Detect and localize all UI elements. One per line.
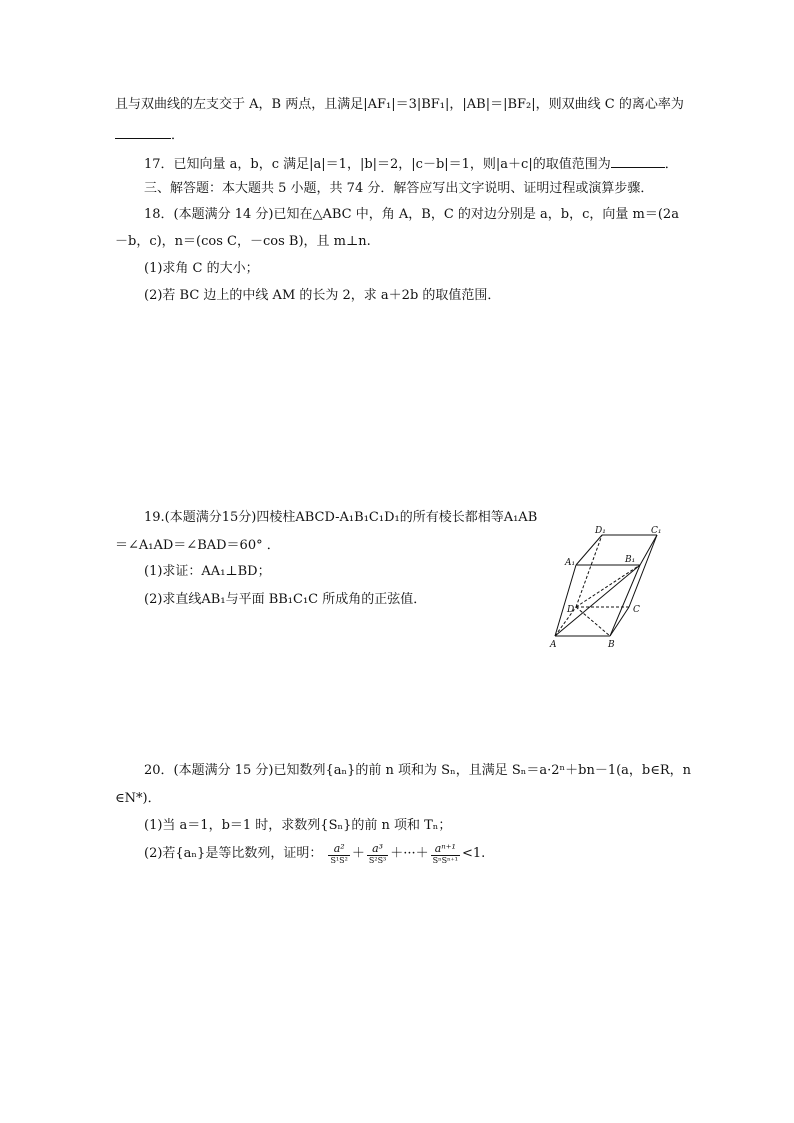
q19-text-2: ＝∠A₁AD＝∠BAD＝60° ． [115, 538, 280, 553]
q17-line [144, 153, 678, 174]
label-B1: B₁ [625, 555, 636, 565]
q20-line1 [144, 762, 691, 780]
ellipsis-sum: ＋···＋ [390, 846, 429, 861]
label-A1: A₁ [565, 558, 576, 568]
q18-text-1: 18．(本题满分 14 分)已知在△ABC 中，角 A，B，C 的对边分别是 a，b，c，向量 m＝(2a [144, 207, 679, 222]
q16-tail: ． [171, 128, 185, 143]
q18-part1-text: (1)求角 C 的大小； [144, 261, 259, 276]
q19-part1 [144, 563, 271, 581]
q19-part2-text: (2)求直线AB₁与平面 BB₁C₁C 所成角的正弦值． [144, 592, 427, 607]
q20-part2-prefix: (2)若{aₙ}是等比数列，证明： [144, 846, 323, 861]
fraction-1 [328, 843, 349, 866]
q19-line2 [115, 537, 280, 555]
fraction-2-denominator: S²S³ [368, 855, 387, 865]
fraction-3-denominator: SⁿSⁿ⁺¹ [432, 855, 458, 865]
fraction-3 [431, 843, 460, 866]
label-C: C [633, 605, 640, 615]
q18-text-2: －b，c)，n＝(cos C，－cos B)，且 m⊥n. [115, 234, 371, 249]
q17-answer-blank[interactable] [611, 153, 665, 168]
q20-text-2: ∈N*)． [115, 791, 161, 806]
prism-figure [545, 525, 675, 655]
q16-answer-line [115, 124, 184, 145]
section3-heading [144, 180, 653, 198]
fraction-2-numerator: a³ [367, 843, 388, 856]
label-A: A [550, 640, 557, 650]
q16-text: 且与双曲线的左支交于 A，B 两点，且满足|AF₁|＝3|BF₁|，|AB|＝|BF₂|，则双曲线 C 的离心率为 [115, 97, 684, 112]
q18-line1 [144, 206, 679, 224]
q17-text: 17．已知向量 a，b，c 满足|a|＝1，|b|＝2，|c－b|＝1，则|a＋c|的取值范围为 [144, 157, 611, 172]
fraction-2 [367, 843, 388, 866]
q18-line2 [115, 233, 371, 251]
label-D: D [567, 605, 575, 615]
q19-line1 [144, 509, 537, 527]
fraction-3-numerator: aⁿ⁺¹ [431, 843, 460, 856]
q19-text-1: 19.(本题满分15分)四棱柱ABCD-A₁B₁C₁D₁的所有棱长都相等A₁AB [144, 510, 538, 525]
q17-tail: ． [664, 157, 678, 172]
q20-line2 [115, 790, 161, 808]
q16-line1 [115, 96, 684, 114]
q20-part2-suffix: <1. [461, 846, 486, 861]
fraction-1-denominator: S¹S² [330, 855, 348, 865]
fraction-1-numerator: a² [328, 843, 349, 856]
section3-heading-text: 三、解答题：本大题共 5 小题，共 74 分．解答应写出文字说明、证明过程或演算步骤． [144, 181, 654, 196]
q18-part1 [144, 260, 259, 278]
label-B: B [608, 640, 615, 650]
q19-part2 [144, 591, 426, 609]
q18-part2-text: (2)若 BC 边上的中线 AM 的长为 2，求 a＋2b 的取值范围． [144, 288, 501, 303]
q19-part1-text: (1)求证：AA₁⊥BD； [144, 564, 271, 579]
label-D1: D₁ [595, 526, 606, 536]
q20-part2 [144, 842, 485, 867]
q20-part1-text: (1)当 a＝1，b＝1 时，求数列{Sₙ}的前 n 项和 Tₙ； [144, 818, 452, 833]
q20-text-1: 20．(本题满分 15 分)已知数列{aₙ}的前 n 项和为 Sₙ，且满足 Sₙ＝a·2ⁿ＋bn－1(a，b∈R，n [144, 763, 692, 778]
q20-part1 [144, 817, 451, 835]
q18-part2 [144, 287, 500, 305]
label-C1: C₁ [651, 526, 662, 536]
q16-answer-blank[interactable] [115, 124, 171, 139]
plus-sign: ＋ [351, 846, 365, 861]
